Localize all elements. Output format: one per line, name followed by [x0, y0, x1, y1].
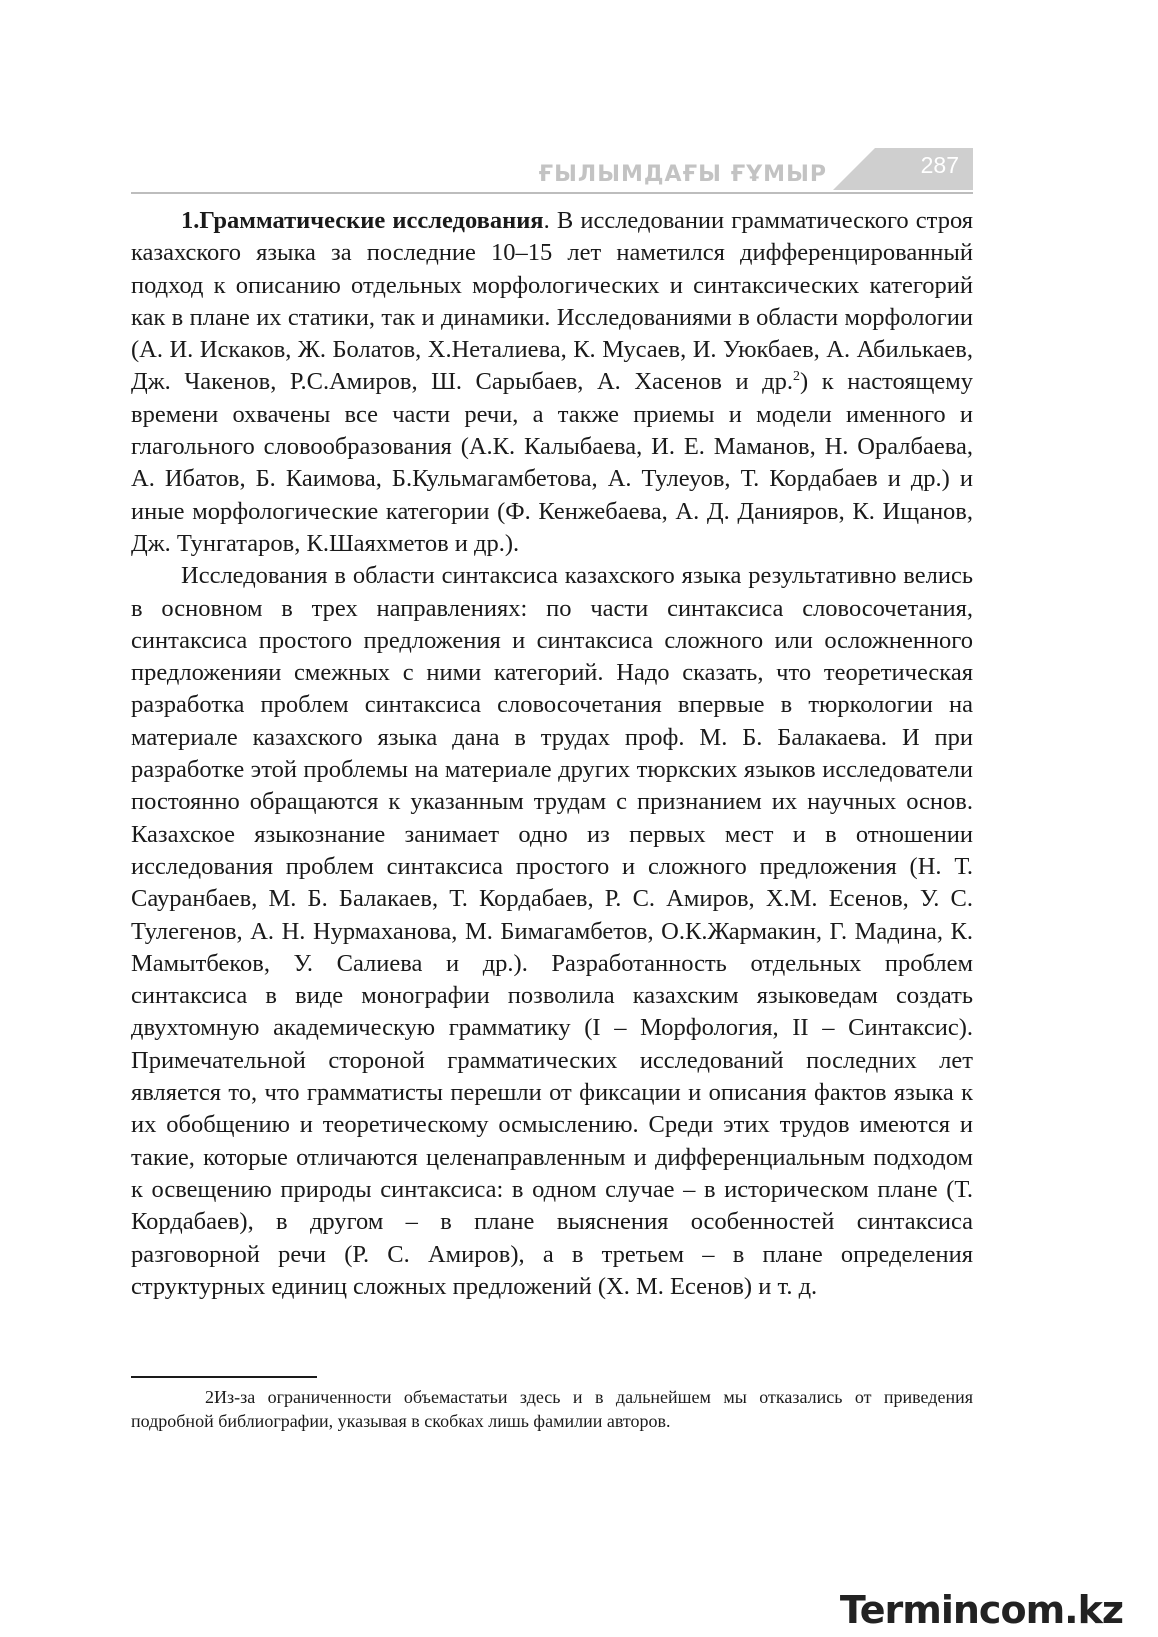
paragraph-1 — [131, 205, 973, 560]
paragraph-1-text-b: ) к настоящему времени охвачены все части речи, а также приемы и модели именного и глагольного словообразования (А.К. Калыбаева, И. Е. Маманов, Н. Оралбаева, А. Ибатов, Б. Каимова, Б.Кульмагамбетова, А. Тулеуов, Т. Кордабаев и др.) и иные морфологические категории (Ф. Кенжебаева, А. Д. Данияров, К. Ищанов, Дж. Тунгатаров, К.Шаяхметов и др.). — [131, 368, 973, 557]
paragraph-1-text-a: . В исследовании грамматического строя казахского языка за последние 10–15 лет наметился дифференцированный подход к описанию отдельных морфологических и синтаксических категорий как в плане их статики, так и динамики. Исследованиями в области морфологии (А. И. Искаков, Ж. Болатов, Х.Неталиева, К. Мусаев, И. Уюкбаев, А. Абилькаев, Дж. Чакенов, Р.С.Амиров, Ш. Сарыбаев, А. Хасенов и др. — [131, 207, 973, 396]
footnote-rule — [131, 1376, 317, 1378]
watermark-logo: Termincom.kz — [839, 1588, 1123, 1632]
body-text — [131, 205, 973, 1303]
footnote-ref[interactable]: 2 — [793, 369, 800, 385]
page-number: 287 — [920, 152, 959, 178]
header-rule — [131, 192, 973, 194]
footnote-text: 2Из-за ограниченности объемастатьи здесь и в дальнейшем мы отказались от приведения подробной библиографии, указывая в скобках лишь фамилии авторов. — [131, 1387, 973, 1431]
section-heading: 1.Грамматические исследования — [181, 207, 544, 234]
footnote — [131, 1385, 973, 1433]
running-head — [131, 148, 973, 196]
paragraph-2: Исследования в области синтаксиса казахского языка результативно велись в основном в трех направлениях: по части синтаксиса словосочетания, синтаксиса простого предложения и синтаксиса сложного или осложненного предложенияи смежных с ними категорий. Надо сказать, что теоретическая разработка проблем синтаксиса словосочетания впервые в тюркологии на материале казахского языка дана в трудах проф. М. Б. Балакаева. И при разработке этой проблемы на материале других тюркских языков исследователи постоянно обращаются к указанным трудам с признанием их научных основ. Казахское языкознание занимает одно из первых мест и в отношении исследования проблем синтаксиса простого и сложного предложения (Н. Т. Сауранбаев, М. Б. Балакаев, Т. Кордабаев, Р. С. Амиров, Х.М. Есенов, У. С. Тулегенов, А. Н. Нурмаханова, М. Бимагамбетов, О.К.Жармакин, Г. Мадина, К. Мамытбеков, У. Салиева и др.). Разработанность отдельных проблем синтаксиса в виде монографии позволила казахским языковедам создать двухтомную академическую грамматику (I – Морфология, II – Синтаксис). Примечательной стороной грамматических исследований последних лет является то, что грамматисты перешли от фиксации и описания фактов языка к их обобщению и теоретическому осмыслению. Среди этих трудов имеются и такие, которые отличаются целенаправленным и дифференциальным подходом к освещению природы синтаксиса: в одном случае – в историческом плане (Т. Кордабаев), в другом – в плане выяснения особенностей синтаксиса разговорной речи (Р. С. Амиров), а в третьем – в плане определения структурных единиц сложных предложений (Х. М. Есенов) и т. д. — [131, 562, 973, 1300]
running-head-title: ҒЫЛЫМДАҒЫ ҒҰМЫР — [538, 162, 827, 187]
